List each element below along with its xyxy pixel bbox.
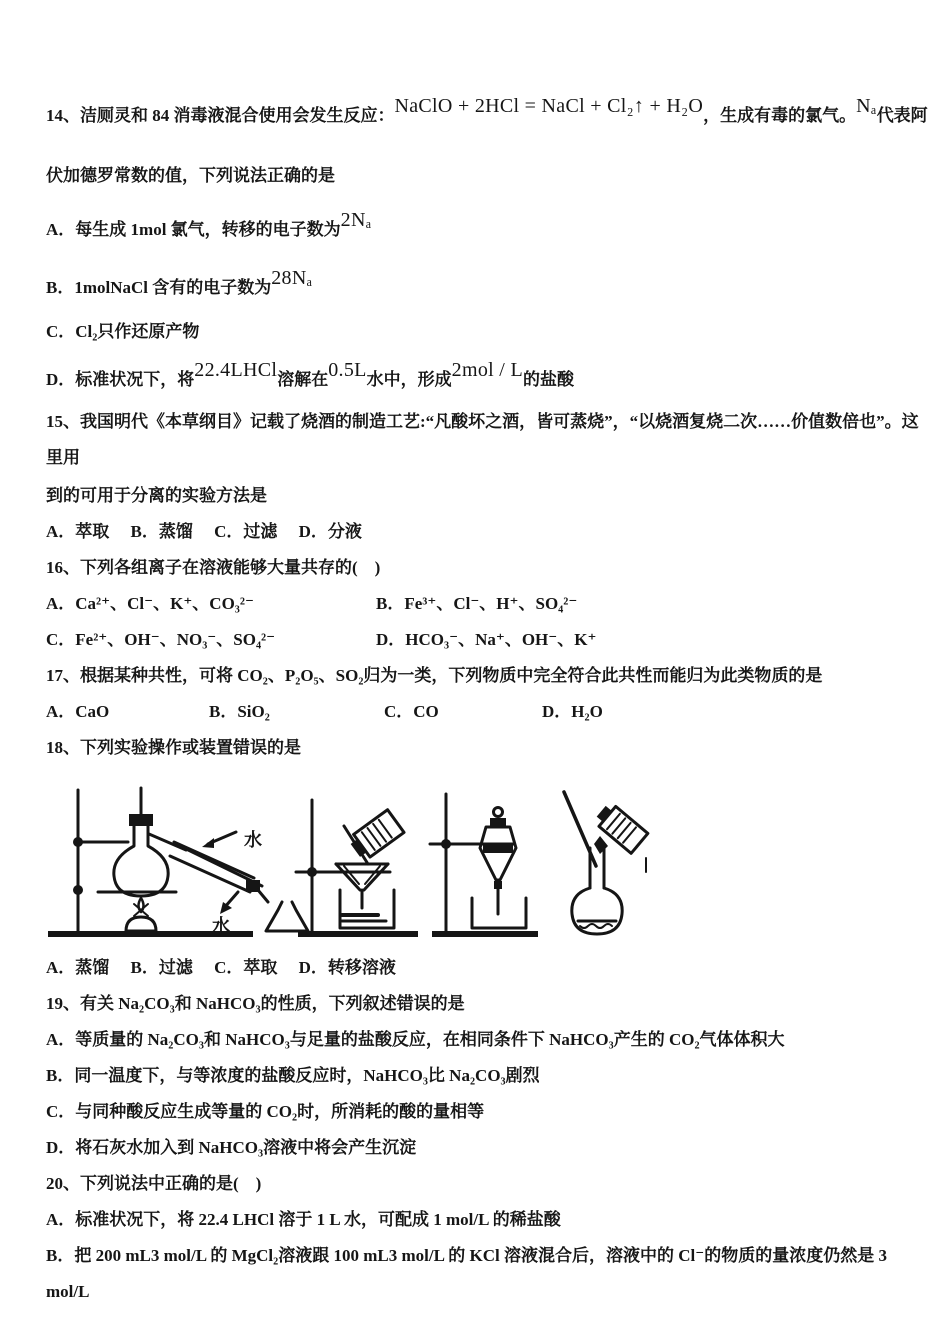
text-run: C．与同种酸反应生成等量的 CO₂时，所消耗的酸的量相等	[46, 1102, 485, 1121]
q15-stem-line-1	[46, 404, 932, 476]
question-18-figure	[46, 774, 932, 946]
q20-option-b-line-2	[46, 1274, 932, 1310]
text-run: 14、洁厕灵和 84 消毒液混合使用会发生反应：	[46, 106, 395, 125]
text-run: C．Fe²⁺、OH⁻、NO₃⁻、SO₄²⁻	[46, 630, 276, 649]
text-run: mol/L	[46, 1282, 90, 1301]
text-run: 19、有关 Na₂CO₃和 NaHCO₃的性质，下列叙述错误的是	[46, 994, 465, 1013]
q14-option-c	[46, 314, 932, 350]
q19-option-b	[46, 1058, 932, 1094]
q16-stem	[46, 550, 932, 586]
text-run: C．CO	[384, 702, 439, 721]
text-run: 溶解在	[277, 370, 329, 389]
text-run: A．蒸馏 B．过滤 C．萃取 D．转移溶液	[46, 958, 396, 977]
text-run: A．标准状况下，将 22.4 LHCl 溶于 1 L 水，可配成 1 mol/L 的稀盐酸	[46, 1210, 561, 1229]
separating-funnel-apparatus-icon	[430, 794, 538, 937]
q15-stem-line-2	[46, 478, 932, 514]
q18-options	[46, 950, 932, 986]
q20-stem	[46, 1166, 932, 1202]
text-run: D．将石灰水加入到 NaHCO₃溶液中将会产生沉淀	[46, 1138, 417, 1157]
text-run: A．每生成 1mol 氯气，转移的电子数为	[46, 220, 341, 239]
q19-stem	[46, 986, 932, 1022]
document-content	[46, 88, 932, 1310]
distillation-apparatus-icon	[48, 788, 308, 937]
text-run: ，生成有毒的氯气。	[703, 106, 857, 125]
text-run: B．同一温度下，与等浓度的盐酸反应时，NaHCO₃比 Na₂CO₃剧烈	[46, 1066, 540, 1085]
chem-formula: 2Nₐ	[340, 209, 372, 231]
text-run: C．Cl₂只作还原产物	[46, 322, 200, 341]
text-run: B．SiO₂	[209, 702, 270, 721]
text-run: A．CaO	[46, 702, 110, 721]
q18-stem	[46, 730, 932, 766]
chem-formula: 28Nₐ	[271, 267, 313, 289]
q19-option-c	[46, 1094, 932, 1130]
text-run: 伏加德罗常数的值，下列说法正确的是	[46, 166, 335, 185]
q14-option-b	[46, 260, 932, 306]
lab-apparatus-figure	[46, 774, 654, 946]
q16-options-cd	[46, 622, 932, 658]
q20-option-b-line-1	[46, 1238, 932, 1274]
chem-formula: 0.5L	[328, 359, 367, 381]
text-run: 到的可用于分离的实验方法是	[46, 486, 267, 505]
q17-options	[46, 694, 932, 730]
text-run: 18、下列实验操作或装置错误的是	[46, 738, 301, 757]
text-run: D．标准状况下，将	[46, 370, 195, 389]
q19-option-d	[46, 1130, 932, 1166]
q14-stem-line-2	[46, 158, 932, 194]
filtration-apparatus-icon	[296, 800, 418, 937]
text-run: 17、根据某种共性，可将 CO₂、P₂O₅、SO₂归为一类，下列物质中完全符合此共性而能归为此类物质的是	[46, 666, 823, 685]
q20-option-a	[46, 1202, 932, 1238]
water-in-label: 水	[244, 830, 262, 850]
text-run: 的盐酸	[522, 370, 574, 389]
text-run: 16、下列各组离子在溶液能够大量共存的( )	[46, 558, 381, 577]
text-run: 代表阿	[876, 106, 928, 125]
q17-stem	[46, 658, 932, 694]
text-run: 水中，形成	[366, 370, 452, 389]
text-run: D．HCO₃⁻、Na⁺、OH⁻、K⁺	[376, 630, 597, 649]
q16-options-ab	[46, 586, 932, 622]
text-run: B．Fe³⁺、Cl⁻、H⁺、SO₄²⁻	[376, 594, 578, 613]
water-out-label: 水	[212, 916, 230, 936]
q19-option-a	[46, 1022, 932, 1058]
text-run: D．H₂O	[542, 702, 603, 721]
chem-formula: 2mol / L	[451, 359, 523, 381]
chem-formula: 22.4LHCl	[194, 359, 278, 381]
q15-options	[46, 514, 932, 550]
text-run: A．Ca²⁺、Cl⁻、K⁺、CO₃²⁻	[46, 594, 254, 613]
q14-option-d	[46, 352, 932, 398]
chem-formula: Nₐ	[856, 95, 877, 117]
q14-option-a	[46, 202, 932, 248]
text-run: A．等质量的 Na₂CO₃和 NaHCO₃与足量的盐酸反应，在相同条件下 NaHCO₃产生的 CO₂气体体积大	[46, 1030, 785, 1049]
volumetric-flask-apparatus-icon	[564, 792, 648, 934]
q14-stem-line-1	[46, 88, 932, 134]
text-run: B．1molNaCl 含有的电子数为	[46, 278, 272, 297]
text-run: 15、我国明代《本草纲目》记载了烧酒的制造工艺:“凡酸坏之酒，皆可蒸烧”，“以烧酒复烧二次……价值数倍也”。这里用	[46, 412, 919, 467]
text-run: B．把 200 mL3 mol/L 的 MgCl₂溶液跟 100 mL3 mol/L 的 KCl 溶液混合后，溶液中的 Cl⁻的物质的量浓度仍然是 3	[46, 1246, 887, 1265]
text-run: A．萃取 B．蒸馏 C．过滤 D．分液	[46, 522, 362, 541]
text-run: 20、下列说法中正确的是( )	[46, 1174, 262, 1193]
chem-formula: NaClO + 2HCl = NaCl + Cl₂↑ + H₂O	[394, 95, 704, 117]
